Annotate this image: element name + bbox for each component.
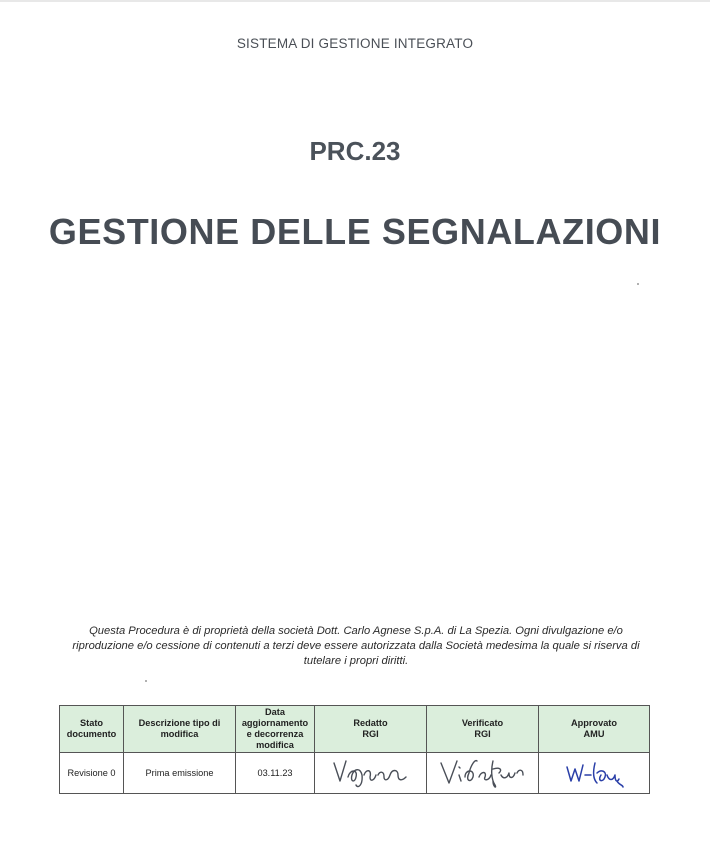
- signature-redatto-image: [328, 755, 414, 791]
- document-title: GESTIONE DELLE SEGNALAZIONI: [48, 211, 662, 252]
- page-top-edge: [0, 0, 710, 2]
- revision-row: [60, 753, 650, 794]
- header-approvato: [539, 706, 650, 753]
- header-approvato-role: AMU: [583, 729, 605, 739]
- ownership-disclaimer: Questa Procedura è di proprietà della società Dott. Carlo Agnese S.p.A. di La Spezia. Ogni divulgazione e/o riproduzione e/o cessione di contenuti a terzi deve essere autorizzata dalla Società medesima la quale si riserva di tutelare i propri diritti.: [72, 625, 640, 667]
- document-code: PRC.23: [309, 136, 401, 166]
- cell-stato: Revisione 0: [60, 753, 124, 794]
- header-stato: Stato documento: [60, 706, 124, 753]
- scan-speck: [145, 680, 147, 682]
- header-approvato-label: Approvato: [571, 718, 617, 728]
- signature-redatto: [315, 753, 427, 794]
- header-redatto: [315, 706, 427, 753]
- header-verificato: [427, 706, 539, 753]
- header-verificato-label: Verificato: [461, 718, 504, 728]
- signature-approvato-image: [561, 757, 627, 789]
- header-redatto-role: RGI: [362, 729, 379, 739]
- header-descrizione: Descrizione tipo di modifica: [124, 706, 236, 753]
- system-header: SISTEMA DI GESTIONE INTEGRATO: [236, 36, 474, 51]
- scan-speck: [637, 283, 639, 285]
- cell-descrizione: Prima emissione: [124, 753, 236, 794]
- revision-table-header-row: [60, 706, 650, 753]
- signature-verificato: [427, 753, 539, 794]
- header-verificato-role: RGI: [474, 729, 491, 739]
- signature-verificato-image: [435, 755, 531, 791]
- cell-data: 03.11.23: [236, 753, 315, 794]
- revision-table: [59, 705, 650, 794]
- signature-approvato: [539, 753, 650, 794]
- header-redatto-label: Redatto: [353, 718, 388, 728]
- header-data: Data aggiornamento e decorrenza modifica: [236, 706, 315, 753]
